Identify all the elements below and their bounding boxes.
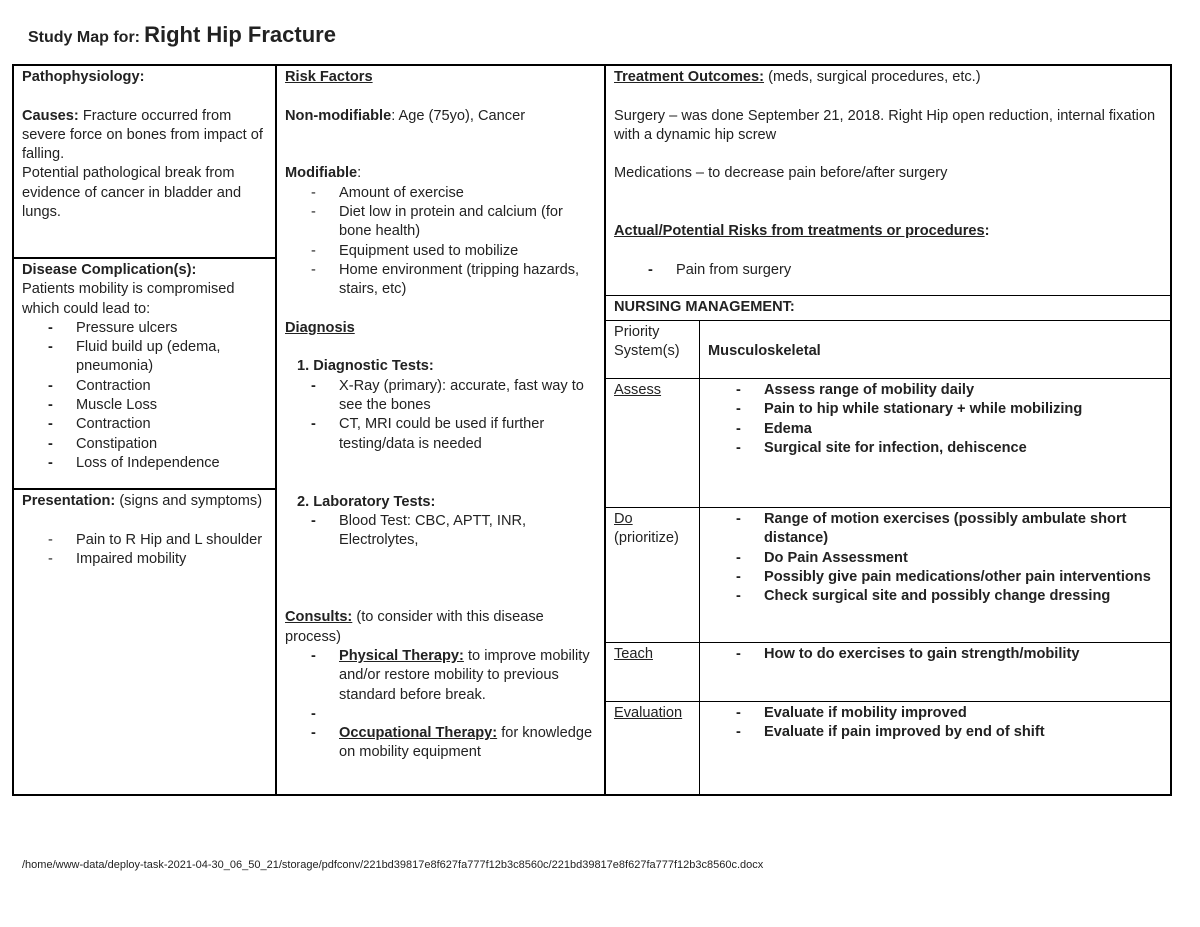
treatment-risks-list <box>622 261 1162 280</box>
list-item: - Possibly give pain medications/other pain interventions <box>708 568 1162 587</box>
consults-heading: Consults: (to consider with this disease process) <box>285 609 544 645</box>
priority-value: Musculoskeletal <box>708 343 821 359</box>
list-item: - Home environment (tripping hazards, stairs, etc) <box>285 261 596 300</box>
assess-list <box>708 381 1162 458</box>
treatment-heading: Treatment Outcomes: (meds, surgical procedures, etc.) <box>614 69 981 85</box>
list-item: - Contraction <box>22 377 267 396</box>
presentation-heading: Presentation: (signs and symptoms) <box>22 493 263 509</box>
evaluation-value <box>700 702 1170 794</box>
evaluation-row <box>606 701 1170 794</box>
pathophysiology-cell <box>14 66 275 257</box>
evaluation-label: Evaluation <box>606 702 700 794</box>
causes-text-2: Potential pathological break from evidence of cancer in bladder and lungs. <box>22 165 242 221</box>
list-item: - Equipment used to mobilize <box>285 242 596 261</box>
complications-cell <box>14 257 275 488</box>
presentation-cell <box>14 488 275 794</box>
list-item: - Pain from surgery <box>622 261 1162 280</box>
list-item: - Impaired mobility <box>22 550 267 569</box>
page-title <box>28 22 336 48</box>
do-label: Do (prioritize) <box>606 508 700 642</box>
list-item: - Range of motion exercises (possibly ambulate short distance) <box>708 510 1162 549</box>
list-item: - Muscle Loss <box>22 396 267 415</box>
list-item: - Pressure ulcers <box>22 319 267 338</box>
teach-list <box>708 645 1162 664</box>
modifiable-list <box>285 184 596 300</box>
do-row <box>606 507 1170 642</box>
diagnostic-tests-list <box>285 377 596 454</box>
list-item: - Evaluate if mobility improved <box>708 704 1162 723</box>
list-item: - Contraction <box>22 415 267 434</box>
risk-factors-heading: Risk Factors <box>285 69 373 85</box>
list-item: - Check surgical site and possibly change dressing <box>708 587 1162 606</box>
priority-label: Priority System(s) <box>606 321 700 378</box>
assess-row <box>606 378 1170 507</box>
list-item: - Loss of Independence <box>22 454 267 473</box>
list-item: - Amount of exercise <box>285 184 596 203</box>
diagnostic-tests-heading: 1. Diagnostic Tests: <box>297 358 434 375</box>
list-item: - Evaluate if pain improved by end of shift <box>708 723 1162 742</box>
file-path-footer: /home/www-data/deploy-task-2021-04-30_06_50_21/storage/pdfconv/221bd39817e8f627fa777f12b3c8560c/221bd39817e8f627fa777f12b3c8560c.docx <box>22 859 764 871</box>
list-item: - How to do exercises to gain strength/mobility <box>708 645 1162 664</box>
list-item: - CT, MRI could be used if further testing/data is needed <box>285 415 596 454</box>
column-treatment-nursing <box>606 66 1170 794</box>
teach-label: Teach <box>606 643 700 701</box>
teach-row <box>606 642 1170 701</box>
complications-heading: Disease Complication(s): <box>22 262 197 278</box>
title-label: Study Map for: <box>28 29 140 46</box>
pathophysiology-heading: Pathophysiology: <box>22 69 145 85</box>
complications-list <box>22 319 267 473</box>
surgery-text: Surgery – was done September 21, 2018. Right Hip open reduction, internal fixation with a dynamic hip screw <box>614 107 1156 143</box>
do-list <box>708 510 1162 606</box>
list-item: - Surgical site for infection, dehiscence <box>708 439 1162 458</box>
priority-row <box>606 320 1170 378</box>
study-map-table <box>12 64 1172 796</box>
consults-list <box>285 647 596 763</box>
list-item: - Physical Therapy: to improve mobility and/or restore mobility to previous standard before break. <box>285 647 596 705</box>
list-item: - Blood Test: CBC, APTT, INR, Electrolytes, <box>285 512 596 551</box>
complications-intro: Patients mobility is compromised which could lead to: <box>22 281 235 317</box>
teach-value <box>700 643 1170 701</box>
list-item: - Assess range of mobility daily <box>708 381 1162 400</box>
medications-text: Medications – to decrease pain before/after surgery <box>614 165 948 182</box>
risks-heading: Actual/Potential Risks from treatments or procedures: <box>614 223 990 240</box>
list-item: - Constipation <box>22 435 267 454</box>
modifiable-heading: Modifiable: <box>285 165 362 182</box>
list-item: - Pain to hip while stationary + while mobilizing <box>708 400 1162 419</box>
column-risk-diagnosis <box>277 66 606 794</box>
do-value <box>700 508 1170 642</box>
risk-diagnosis-cell <box>277 66 604 794</box>
list-item: - Edema <box>708 420 1162 439</box>
nonmodifiable-text: Non-modifiable: Age (75yo), Cancer <box>285 107 526 124</box>
treatment-cell <box>606 66 1170 295</box>
evaluation-list <box>708 704 1162 743</box>
list-item: - Fluid build up (edema, pneumonia) <box>22 338 267 377</box>
nursing-management-heading: NURSING MANAGEMENT: <box>614 299 795 315</box>
list-item: - X-Ray (primary): accurate, fast way to see the bones <box>285 377 596 416</box>
presentation-list <box>22 531 267 570</box>
spacer <box>285 705 596 724</box>
assess-value <box>700 379 1170 507</box>
list-item: - Do Pain Assessment <box>708 549 1162 568</box>
column-pathophysiology <box>14 66 277 794</box>
laboratory-tests-heading: 2. Laboratory Tests: <box>297 493 436 510</box>
assess-label: Assess <box>606 379 700 507</box>
list-item: - Pain to R Hip and L shoulder <box>22 531 267 550</box>
list-item: - Occupational Therapy: for knowledge on mobility equipment <box>285 724 596 763</box>
causes-text: Causes: Fracture occurred from severe force on bones from impact of falling. <box>22 107 263 163</box>
nursing-management-cell <box>606 295 1170 320</box>
list-item: - Diet low in protein and calcium (for bone health) <box>285 203 596 242</box>
diagnosis-heading: Diagnosis <box>285 319 355 336</box>
title-main: Right Hip Fracture <box>144 22 336 47</box>
laboratory-tests-list <box>285 512 596 551</box>
